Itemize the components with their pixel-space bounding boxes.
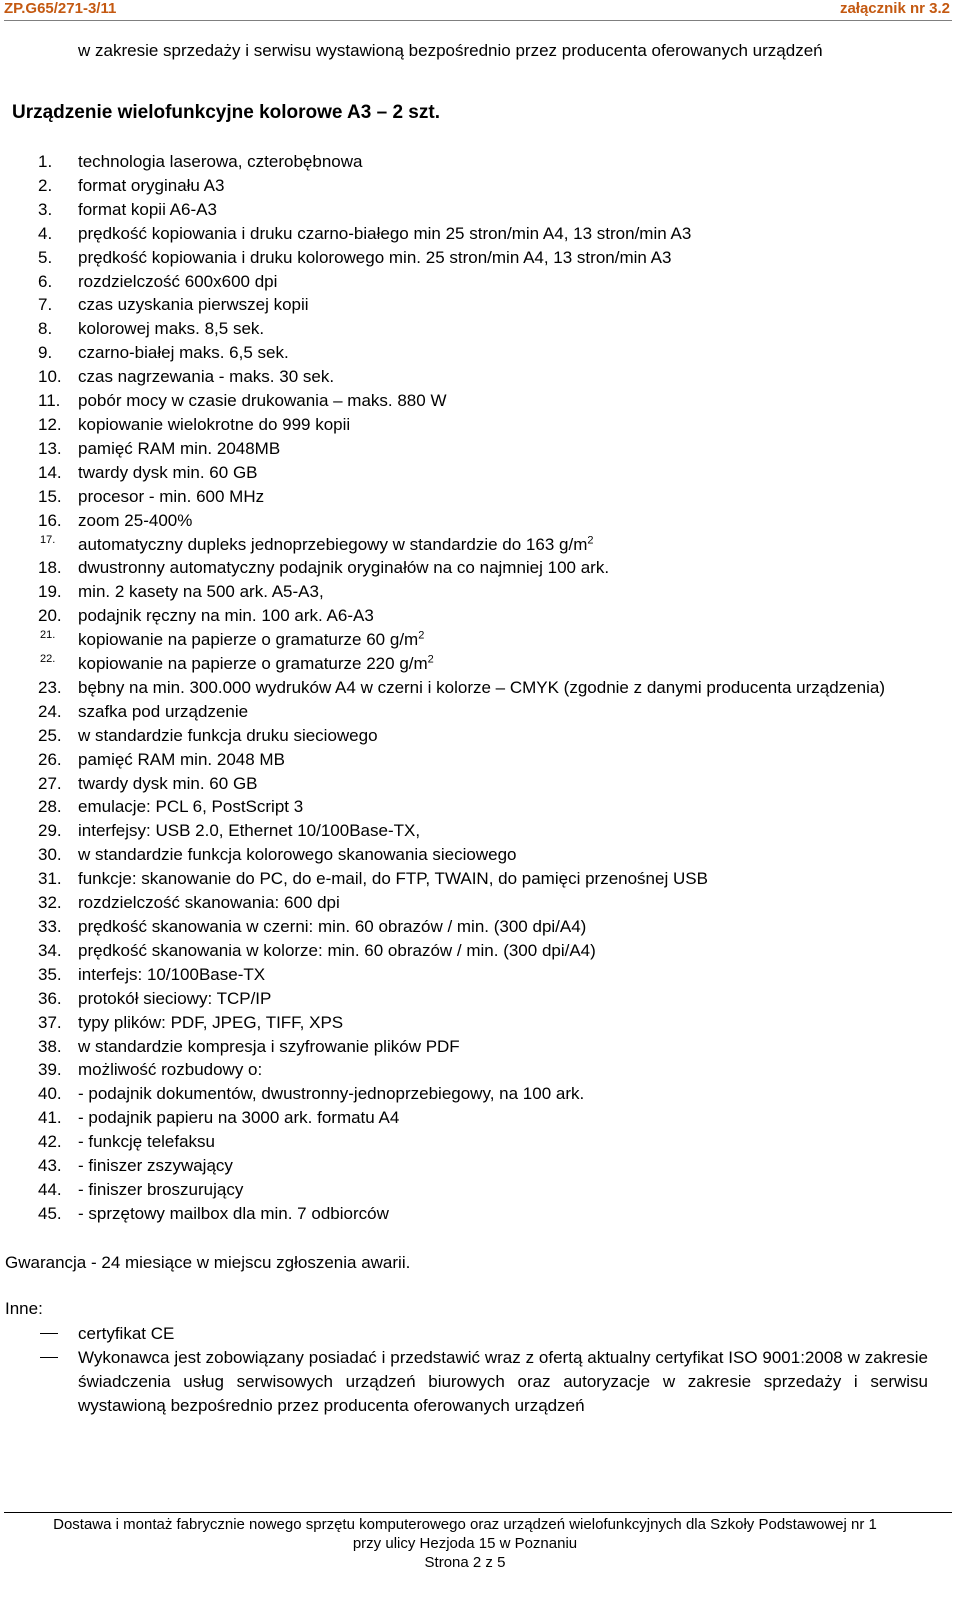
- spec-text: szafka pod urządzenie: [78, 701, 249, 721]
- spec-item: [0, 987, 928, 1011]
- spec-number: 17.: [40, 533, 56, 546]
- spec-item: [0, 341, 928, 365]
- spec-number: 45.: [38, 1203, 62, 1223]
- spec-text: kopiowanie na papierze o gramaturze 60 g/m: [78, 630, 419, 650]
- spec-text: czarno-białej maks. 6,5 sek.: [78, 343, 289, 363]
- spec-number: 31.: [38, 869, 62, 889]
- spec-number: 11.: [38, 391, 61, 411]
- header-divider: [4, 20, 952, 21]
- spec-number: 30.: [38, 845, 62, 865]
- spec-item: [0, 437, 928, 461]
- spec-text: min. 2 kasety na 500 ark. A5-A3,: [78, 582, 324, 602]
- intro-paragraph: w zakresie sprzedaży i serwisu wystawioną bezpośrednio przez producenta oferowanych urządzeń: [78, 41, 823, 60]
- spec-item: [0, 724, 928, 748]
- spec-number: 1.: [38, 152, 53, 171]
- spec-number: 24.: [38, 701, 62, 721]
- spec-text: - sprzętowy mailbox dla min. 7 odbiorców: [78, 1203, 389, 1223]
- spec-text: format kopii A6-A3: [78, 199, 217, 219]
- list-item: [0, 1346, 928, 1418]
- document-reference: ZP.G65/271-3/11: [4, 0, 117, 17]
- spec-number: 7.: [38, 295, 53, 315]
- page-footer: [0, 1515, 930, 1572]
- spec-item: [0, 1154, 928, 1178]
- spec-item: [0, 485, 928, 509]
- list-item-text: Wykonawca jest zobowiązany posiadać i przedstawić wraz z ofertą aktualny certyfikat ISO 9001:2008 w zakresie świadczenia usług serwisowych urządzeń biurowych oraz autoryzacje w zakresie sprzedaży i serwisu wystawioną bezpośrednio przez producenta oferowanych urządzeń: [78, 1348, 928, 1415]
- spec-text: interfejsy: USB 2.0, Ethernet 10/100Base-TX,: [78, 821, 421, 841]
- spec-text: czas uzyskania pierwszej kopii: [78, 295, 309, 315]
- spec-item: [0, 270, 928, 294]
- spec-number: 22.: [40, 653, 56, 666]
- spec-item: [0, 1082, 928, 1106]
- spec-text: zoom 25-400%: [78, 510, 193, 530]
- spec-text: dwustronny automatyczny podajnik oryginałów na co najmniej 100 ark.: [78, 558, 610, 578]
- spec-number: 14.: [38, 462, 62, 482]
- footer-line-1: Dostawa i montaż fabrycznie nowego sprzętu komputerowego oraz urządzeń wielofunkcyjnych dla Szkoły Podstawowej nr 1: [53, 1516, 877, 1533]
- spec-item: [0, 389, 928, 413]
- spec-item: [0, 1202, 928, 1226]
- spec-number: 29.: [38, 821, 62, 841]
- spec-text: w standardzie funkcja druku sieciowego: [78, 725, 378, 745]
- spec-text: funkcje: skanowanie do PC, do e-mail, do FTP, TWAIN, do pamięci przenośnej USB: [78, 869, 708, 889]
- specification-list: [0, 150, 960, 1226]
- spec-text: interfejs: 10/100Base-TX: [78, 964, 266, 984]
- spec-number: 42.: [38, 1132, 62, 1152]
- spec-text: bębny na min. 300.000 wydruków A4 w czerni i kolorze – CMYK (zgodnie z danymi producenta urządzenia): [78, 677, 885, 697]
- spec-item: [0, 772, 928, 796]
- spec-number: 34.: [38, 940, 62, 960]
- spec-text: kopiowanie wielokrotne do 999 kopii: [78, 414, 351, 434]
- spec-item: [0, 293, 928, 317]
- spec-number: 25.: [38, 725, 62, 745]
- spec-text: pamięć RAM min. 2048 MB: [78, 749, 285, 769]
- page-number: Strona 2 z 5: [424, 1554, 506, 1571]
- spec-item: [0, 604, 928, 628]
- spec-number: 43.: [38, 1156, 62, 1176]
- spec-number: 3.: [38, 199, 53, 219]
- spec-text: pamięć RAM min. 2048MB: [78, 438, 281, 458]
- spec-number: 15.: [38, 486, 62, 506]
- spec-text: - funkcję telefaksu: [78, 1132, 216, 1152]
- spec-item: [0, 843, 928, 867]
- other-requirements-list: [0, 1322, 960, 1418]
- spec-text: podajnik ręczny na min. 100 ark. A6-A3: [78, 606, 374, 626]
- spec-item: [0, 580, 928, 604]
- spec-number: 37.: [38, 1012, 62, 1032]
- spec-text: kopiowanie na papierze o gramaturze 220 g/m: [78, 654, 428, 674]
- spec-number: 23.: [38, 677, 62, 697]
- spec-number: 26.: [38, 749, 62, 769]
- spec-number: 41.: [38, 1108, 62, 1128]
- spec-number: 38.: [38, 1036, 62, 1056]
- spec-text: w standardzie kompresja i szyfrowanie plików PDF: [78, 1036, 460, 1056]
- spec-item: [0, 1011, 928, 1035]
- spec-text: automatyczny dupleks jednoprzebiegowy w standardzie do 163 g/m: [78, 534, 588, 554]
- list-item: [0, 1322, 928, 1346]
- spec-number: 2.: [38, 175, 53, 195]
- spec-item: [0, 1035, 928, 1059]
- list-item-text: certyfikat CE: [78, 1324, 175, 1343]
- spec-item: [0, 198, 928, 222]
- spec-text: pobór mocy w czasie drukowania – maks. 880 W: [78, 391, 447, 411]
- spec-number: 21.: [40, 629, 56, 642]
- spec-item: [0, 317, 928, 341]
- spec-text: protokół sieciowy: TCP/IP: [78, 988, 272, 1008]
- spec-item: [0, 652, 928, 676]
- spec-text: twardy dysk min. 60 GB: [78, 462, 258, 482]
- spec-text: format oryginału A3: [78, 175, 225, 195]
- spec-text: procesor - min. 600 MHz: [78, 486, 265, 506]
- spec-item: [0, 795, 928, 819]
- spec-item: [0, 819, 928, 843]
- spec-number: 13.: [38, 438, 62, 458]
- spec-text: prędkość skanowania w czerni: min. 60 obrazów / min. (300 dpi/A4): [78, 917, 587, 936]
- footer-divider: [4, 1512, 952, 1513]
- footer-line-2: przy ulicy Hezjoda 15 w Poznaniu: [352, 1535, 578, 1552]
- spec-text: typy plików: PDF, JPEG, TIFF, XPS: [78, 1012, 344, 1032]
- spec-number: 40.: [38, 1084, 62, 1104]
- spec-text: - finiszer zszywający: [78, 1156, 233, 1176]
- other-label: Inne:: [5, 1299, 43, 1318]
- spec-item: [0, 891, 928, 915]
- spec-number: 8.: [38, 319, 53, 339]
- spec-number: 19.: [38, 582, 62, 602]
- superscript: 2: [427, 653, 434, 666]
- spec-item: [0, 1058, 928, 1082]
- superscript: 2: [587, 533, 594, 546]
- spec-item: [0, 222, 928, 246]
- spec-item: [0, 1178, 928, 1202]
- spec-text: technologia laserowa, czterobębnowa: [78, 152, 363, 171]
- spec-item: [0, 1106, 928, 1130]
- spec-text: - podajnik papieru na 3000 ark. formatu A4: [78, 1108, 400, 1128]
- spec-item: [0, 509, 928, 533]
- spec-number: 18.: [38, 558, 62, 578]
- spec-number: 27.: [38, 773, 62, 793]
- spec-number: 12.: [38, 414, 62, 434]
- spec-item: [0, 533, 928, 557]
- spec-number: 44.: [38, 1179, 62, 1199]
- spec-item: [0, 867, 928, 891]
- spec-text: prędkość kopiowania i druku kolorowego min. 25 stron/min A4, 13 stron/min A3: [78, 247, 672, 267]
- spec-text: prędkość kopiowania i druku czarno-białego min 25 stron/min A4, 13 stron/min A3: [78, 223, 692, 243]
- spec-item: [0, 700, 928, 724]
- spec-item: [0, 748, 928, 772]
- spec-text: kolorowej maks. 8,5 sek.: [78, 319, 265, 339]
- spec-item: [0, 413, 928, 437]
- spec-text: twardy dysk min. 60 GB: [78, 773, 258, 793]
- spec-item: [0, 556, 928, 580]
- spec-number: 6.: [38, 271, 53, 291]
- spec-number: 35.: [38, 964, 62, 984]
- spec-text: - finiszer broszurujący: [78, 1179, 244, 1199]
- spec-number: 39.: [38, 1060, 62, 1080]
- spec-number: 36.: [38, 988, 62, 1008]
- dash-bullet: [40, 1357, 58, 1358]
- spec-number: 33.: [38, 917, 62, 936]
- spec-number: 20.: [38, 606, 62, 626]
- spec-number: 4.: [38, 223, 53, 243]
- spec-number: 5.: [38, 247, 53, 267]
- dash-bullet: [40, 1333, 58, 1334]
- spec-text: prędkość skanowania w kolorze: min. 60 obrazów / min. (300 dpi/A4): [78, 940, 596, 960]
- spec-text: w standardzie funkcja kolorowego skanowania sieciowego: [78, 845, 517, 865]
- spec-item: [0, 939, 928, 963]
- spec-text: rozdzielczość skanowania: 600 dpi: [78, 893, 340, 913]
- spec-item: [0, 628, 928, 652]
- spec-number: 10.: [38, 367, 62, 387]
- spec-number: 16.: [38, 510, 62, 530]
- spec-item: [0, 1130, 928, 1154]
- spec-item: [0, 174, 928, 198]
- warranty-text: Gwarancja - 24 miesiące w miejscu zgłoszenia awarii.: [5, 1253, 411, 1272]
- spec-item: [0, 365, 928, 389]
- spec-item: [0, 461, 928, 485]
- spec-text: możliwość rozbudowy o:: [78, 1060, 263, 1080]
- spec-number: 9.: [38, 343, 53, 363]
- spec-text: emulacje: PCL 6, PostScript 3: [78, 797, 304, 817]
- page-header: [0, 0, 960, 19]
- spec-item: [0, 246, 928, 270]
- superscript: 2: [418, 629, 425, 642]
- spec-item: [0, 915, 928, 939]
- spec-item: [0, 676, 928, 700]
- attachment-label: załącznik nr 3.2: [839, 0, 950, 17]
- spec-item: [0, 150, 928, 174]
- spec-text: - podajnik dokumentów, dwustronny-jednoprzebiegowy, na 100 ark.: [78, 1084, 585, 1104]
- section-title: Urządzenie wielofunkcyjne kolorowe A3 – 2 szt.: [12, 102, 440, 123]
- spec-item: [0, 963, 928, 987]
- spec-text: czas nagrzewania - maks. 30 sek.: [78, 367, 335, 387]
- spec-text: rozdzielczość 600x600 dpi: [78, 271, 278, 291]
- spec-number: 32.: [38, 893, 62, 913]
- spec-number: 28.: [38, 797, 62, 817]
